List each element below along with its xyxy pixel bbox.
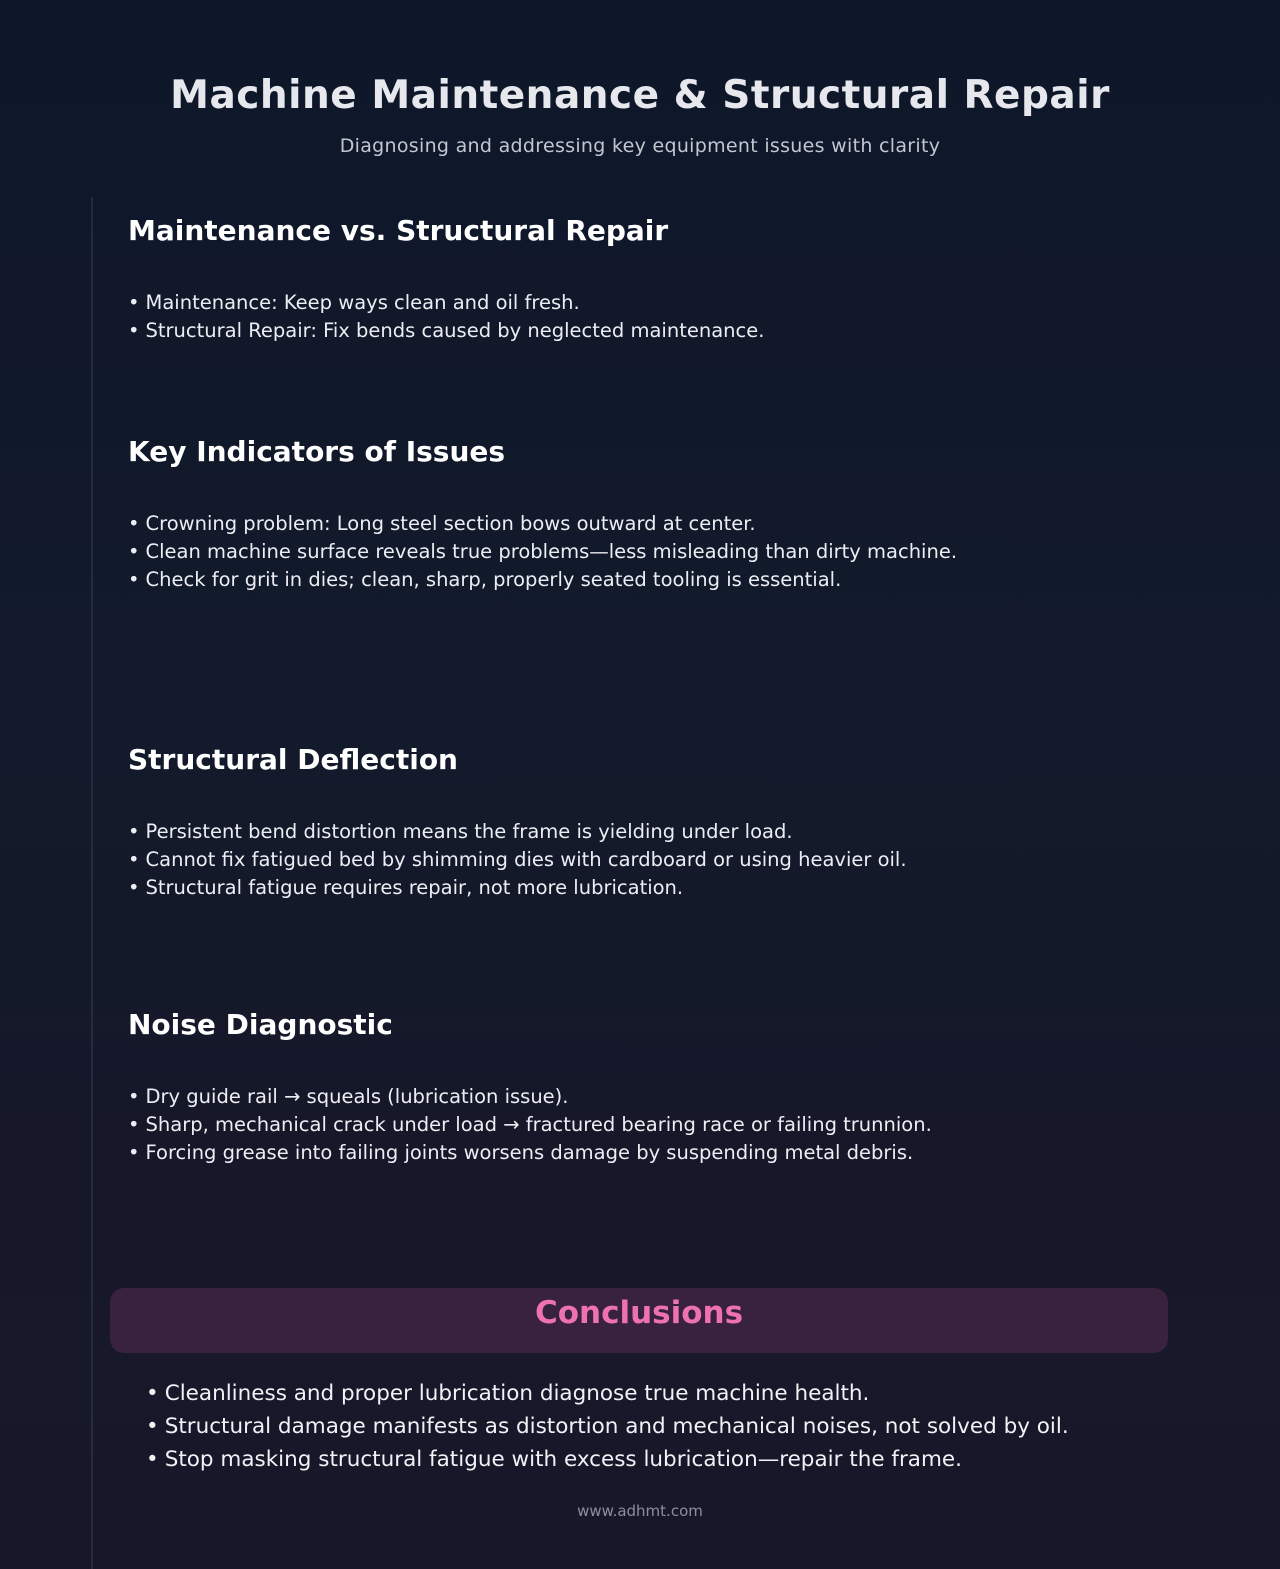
section-maintenance-vs-repair xyxy=(128,211,1188,345)
bullet-icon: • xyxy=(146,1447,159,1472)
list-item-text: Dry guide rail → squeals (lubrication issue). xyxy=(145,1085,569,1108)
list-item-text: Crowning problem: Long steel section bows outward at center. xyxy=(145,512,756,535)
bullet-icon: • xyxy=(128,319,140,342)
list-item-text: Stop masking structural fatigue with excess lubrication—repair the frame. xyxy=(164,1447,962,1472)
list-item xyxy=(128,289,1188,317)
bullet-icon: • xyxy=(128,848,140,871)
bullet-icon: • xyxy=(128,1113,140,1136)
bullet-icon: • xyxy=(128,876,140,899)
footer-url: www.adhmt.com xyxy=(577,1502,703,1520)
bullet-icon: • xyxy=(128,1141,140,1164)
conclusions-list xyxy=(146,1377,1069,1476)
section-heading: Noise Diagnostic xyxy=(128,1008,393,1041)
page-subtitle: Diagnosing and addressing key equipment issues with clarity xyxy=(339,135,941,157)
section-heading: Structural Deflection xyxy=(128,743,458,776)
list-item-text: Sharp, mechanical crack under load → fractured bearing race or failing trunnion. xyxy=(145,1113,932,1136)
bullet-list xyxy=(128,1083,1188,1167)
page-header xyxy=(0,68,1280,158)
section-key-indicators xyxy=(128,432,1188,594)
conclusions-title: Conclusions xyxy=(534,1295,744,1331)
left-divider xyxy=(91,197,93,1569)
list-item xyxy=(146,1410,1069,1443)
list-item xyxy=(128,317,1188,345)
bullet-icon: • xyxy=(128,540,140,563)
list-item xyxy=(128,1139,1188,1167)
bullet-list xyxy=(128,289,1188,345)
list-item xyxy=(128,1083,1188,1111)
list-item xyxy=(146,1377,1069,1410)
bullet-icon: • xyxy=(128,291,140,314)
bullet-icon: • xyxy=(128,568,140,591)
section-noise-diagnostic xyxy=(128,1005,1188,1167)
conclusions-banner xyxy=(110,1288,1168,1353)
list-item xyxy=(128,566,1188,594)
section-heading: Key Indicators of Issues xyxy=(128,435,506,468)
list-item-text: Structural damage manifests as distortion and mechanical noises, not solved by oil. xyxy=(164,1414,1069,1439)
list-item xyxy=(128,1111,1188,1139)
list-item-text: Structural fatigue requires repair, not more lubrication. xyxy=(145,876,684,899)
bullet-icon: • xyxy=(146,1414,159,1439)
list-item-text: Cannot fix fatigued bed by shimming dies with cardboard or using heavier oil. xyxy=(145,848,907,871)
page-title: Machine Maintenance & Structural Repair xyxy=(170,73,1110,118)
list-item-text: Check for grit in dies; clean, sharp, properly seated tooling is essential. xyxy=(145,568,842,591)
list-item-text: Structural Repair: Fix bends caused by neglected maintenance. xyxy=(145,319,765,342)
bullet-icon: • xyxy=(128,1085,140,1108)
section-heading: Maintenance vs. Structural Repair xyxy=(128,214,669,247)
list-item-text: Maintenance: Keep ways clean and oil fresh. xyxy=(145,291,580,314)
bullet-icon: • xyxy=(128,820,140,843)
bullet-icon: • xyxy=(128,512,140,535)
list-item-text: Forcing grease into failing joints worsens damage by suspending metal debris. xyxy=(145,1141,914,1164)
bullet-list xyxy=(128,510,1188,594)
list-item xyxy=(128,510,1188,538)
list-item xyxy=(128,538,1188,566)
bullet-list xyxy=(128,818,1188,902)
list-item-text: Persistent bend distortion means the frame is yielding under load. xyxy=(145,820,793,843)
list-item-text: Clean machine surface reveals true problems—less misleading than dirty machine. xyxy=(145,540,958,563)
list-item xyxy=(128,846,1188,874)
list-item xyxy=(128,818,1188,846)
section-structural-deflection xyxy=(128,740,1188,902)
list-item xyxy=(128,874,1188,902)
list-item-text: Cleanliness and proper lubrication diagnose true machine health. xyxy=(164,1381,870,1406)
list-item xyxy=(146,1443,1069,1476)
bullet-icon: • xyxy=(146,1381,159,1406)
